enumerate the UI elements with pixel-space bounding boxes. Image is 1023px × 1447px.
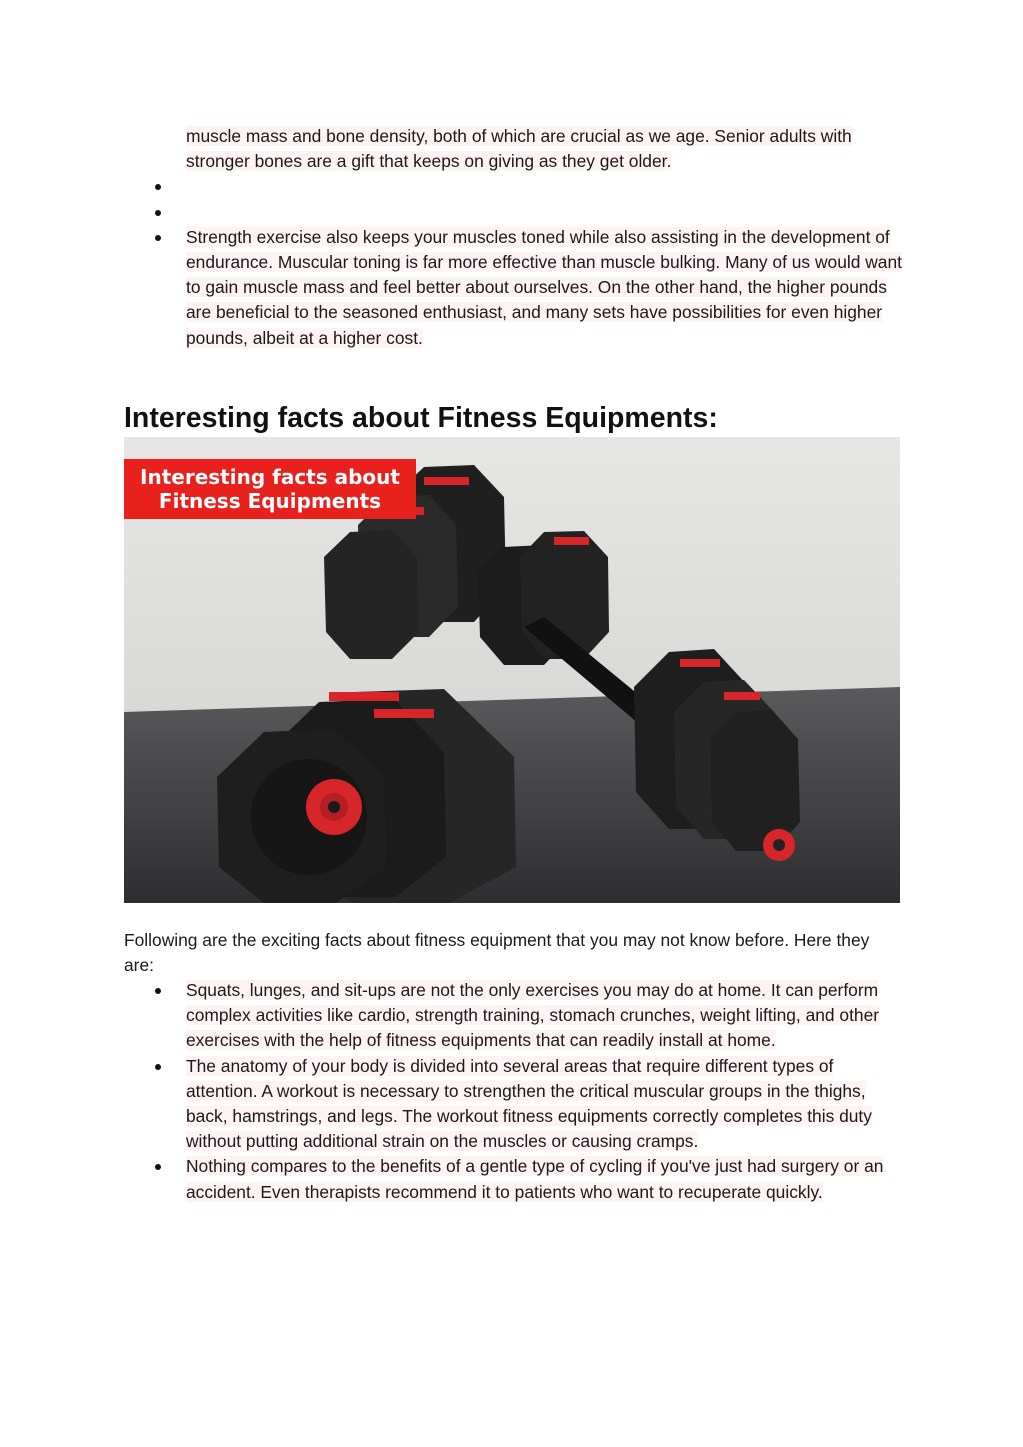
bullet-icon: [155, 988, 161, 994]
bullet-icon: [155, 1064, 161, 1070]
bullet-icon: [155, 235, 161, 241]
list-item-empty: [124, 200, 904, 225]
list-item-text: Squats, lunges, and sit-ups are not the only exercises you may do at home. It can perform complex activities like cardio, strength training, stomach crunches, weight lifting, and other exercises with the help of fitness equipments that can readily install at home.: [186, 980, 880, 1051]
list-item: [124, 1154, 904, 1204]
bullet-icon: [155, 1164, 161, 1170]
list-item: [124, 124, 904, 174]
list-item: [124, 978, 904, 1054]
dumbbell-image: [124, 437, 900, 903]
list-item-text: Strength exercise also keeps your muscles toned while also assisting in the development of endurance. Muscular toning is far more effective than muscle bulking. Many of us would want to gain muscle mass and feel better about ourselves. On the other hand, the higher pounds are beneficial to the seasoned enthusiast, and many sets have possibilities for even higher pounds, albeit at a higher cost.: [186, 226, 902, 348]
list-item-text: muscle mass and bone density, both of which are crucial as we age. Senior adults with stronger bones are a gift that keeps on giving as they get older.: [186, 126, 852, 172]
list-item-text: The anatomy of your body is divided into several areas that require different types of attention. A workout is necessary to strengthen the critical muscular groups in the thighs, back, hamstrings, and legs. The workout fitness equipments correctly completes this duty without putting additional strain on the muscles or causing cramps.: [186, 1055, 872, 1152]
list-item: [124, 1054, 904, 1155]
banner-line-2: Fitness Equipments: [158, 489, 382, 513]
bullet-icon: [155, 184, 161, 190]
list-item-text: Nothing compares to the benefits of a gentle type of cycling if you've just had surgery or an accident. Even therapists recommend it to patients who want to recuperate quickly.: [186, 1156, 884, 1202]
facts-list: [124, 978, 904, 1205]
dumbbell-icon: [124, 437, 900, 903]
list-item: [124, 225, 904, 351]
intro-paragraph: Following are the exciting facts about fitness equipment that you may not know before. Here they are:: [124, 930, 870, 976]
list-item-empty: [124, 174, 904, 199]
section-heading: Interesting facts about Fitness Equipments:: [124, 402, 718, 434]
bullet-icon: [155, 210, 161, 216]
benefits-list: [124, 124, 904, 351]
banner-line-1: Interesting facts about: [140, 465, 400, 489]
